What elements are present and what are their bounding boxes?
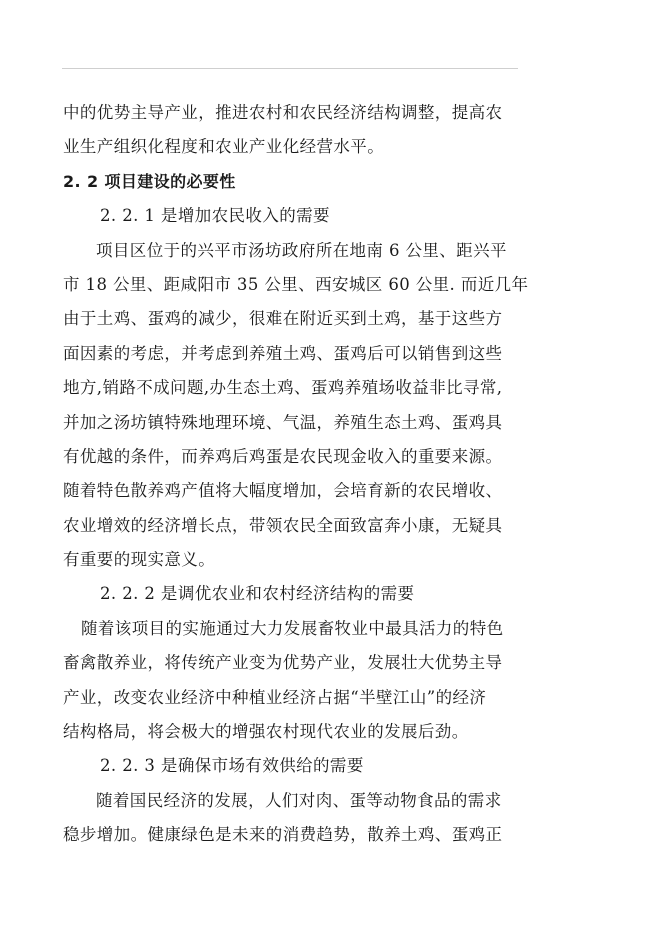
subsection-title-2-2-2: 2. 2. 2 是调优农业和农村经济结构的需要 xyxy=(100,584,415,604)
subsection-title-2-2-1: 2. 2. 1 是增加农民收入的需要 xyxy=(100,206,330,226)
paragraph-line: 农业增效的经济增长点，带领农民全面致富奔小康，无疑具 xyxy=(63,515,503,535)
section-heading: 2. 2 项目建设的必要性 xyxy=(63,171,236,191)
header-rule xyxy=(62,68,518,69)
paragraph-line: 项目区位于的兴平市汤坊政府所在地南 6 公里、距兴平 xyxy=(96,240,507,260)
paragraph-line: 随着国民经济的发展，人们对肉、蛋等动物食品的需求 xyxy=(96,790,502,810)
intro-line: 业生产组织化程度和农业产业化经营水平。 xyxy=(63,137,385,157)
document-body xyxy=(63,96,533,853)
intro-line: 中的优势主导产业，推进农村和农民经济结构调整，提高农 xyxy=(63,103,503,122)
paragraph-line: 畜禽散养业，将传统产业变为优势产业，发展壮大优势主导 xyxy=(63,653,503,673)
subsection-title-2-2-3: 2. 2. 3 是确保市场有效供给的需要 xyxy=(100,756,364,776)
paragraph-line: 产业，改变农业经济中种植业经济占据“半壁江山”的经济 xyxy=(63,687,487,707)
paragraph-line: 市 18 公里、距咸阳市 35 公里、西安城区 60 公里. 而近几年 xyxy=(63,274,529,294)
paragraph-line: 有优越的条件，而养鸡后鸡蛋是农民现金收入的重要来源。 xyxy=(63,446,503,466)
paragraph-line: 随着该项目的实施通过大力发展畜牧业中最具活力的特色 xyxy=(81,618,504,638)
paragraph-line: 由于土鸡、蛋鸡的减少，很难在附近买到土鸡，基于这些方 xyxy=(63,309,503,329)
paragraph-line: 稳步增加。健康绿色是未来的消费趋势，散养土鸡、蛋鸡正 xyxy=(63,825,503,845)
paragraph-line: 有重要的现实意义。 xyxy=(63,550,216,570)
paragraph-line: 结构格局，将会极大的增强农村现代农业的发展后劲。 xyxy=(63,722,469,742)
paragraph-line: 地方,销路不成问题,办生态土鸡、蛋鸡养殖场收益非比寻常, xyxy=(63,378,503,398)
paragraph-line: 随着特色散养鸡产值将大幅度增加，会培育新的农民增收、 xyxy=(63,481,503,501)
paragraph-line: 并加之汤坊镇特殊地理环境、气温，养殖生态土鸡、蛋鸡具 xyxy=(63,412,503,432)
paragraph-line: 面因素的考虑，并考虑到养殖土鸡、蛋鸡后可以销售到这些 xyxy=(63,343,503,363)
